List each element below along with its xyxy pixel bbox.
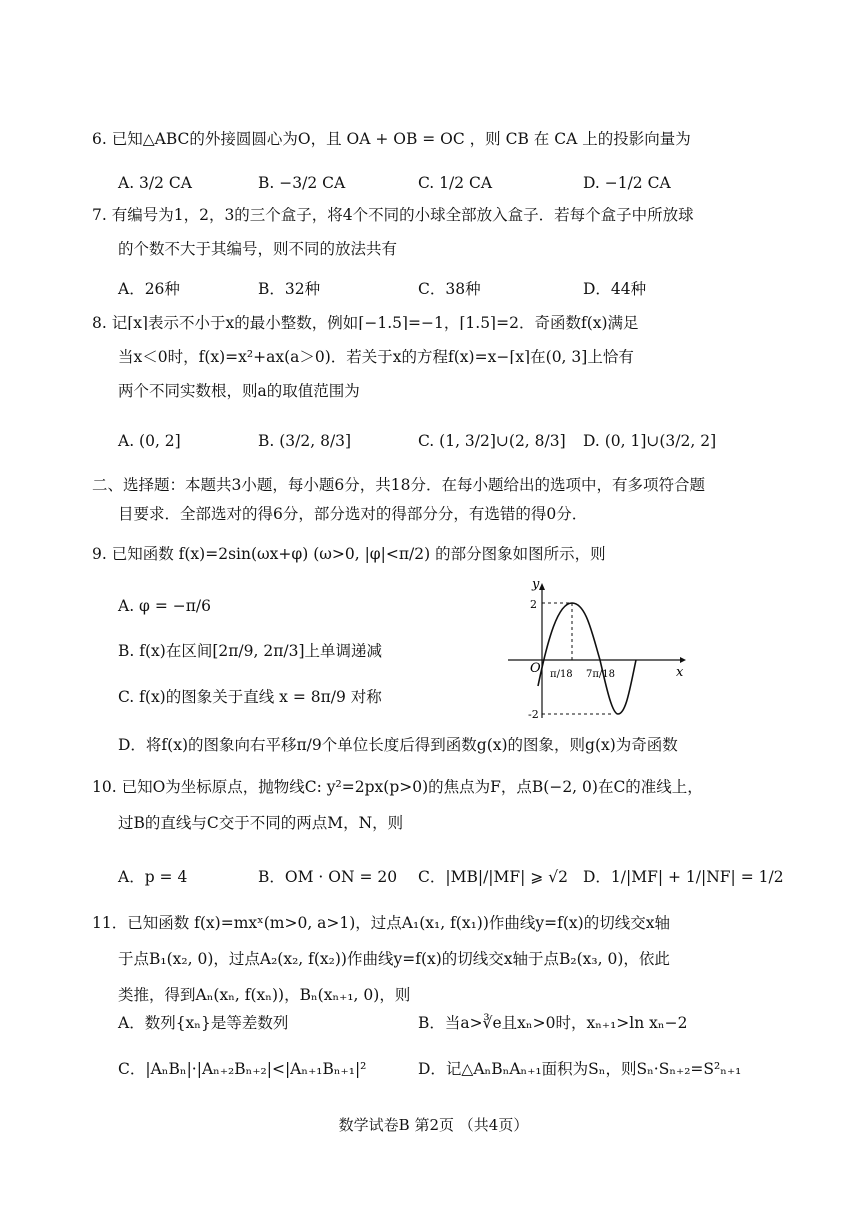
question-7-option-b: B．32种 <box>258 280 321 298</box>
x-axis-label: x <box>676 665 684 680</box>
y-axis-label: y <box>532 578 540 592</box>
question-8-option-c: C. (1, 3/2]∪(2, 8/3] <box>418 432 566 450</box>
question-8-option-b: B. (3/2, 8/3] <box>258 432 352 450</box>
question-9-stem: 9. 已知函数 f(x)=2sin(ωx+φ) (ω>0, |φ|<π/2) 的部分图象如图所示，则 <box>92 545 606 563</box>
ymax-label: 2 <box>530 598 537 611</box>
question-8-line1: 8. 记⌈x⌉表示不小于x的最小整数，例如⌈−1.5⌉=−1，⌈1.5⌉=2．奇函数f(x)满足 <box>92 314 639 332</box>
question-9-option-a: A. φ = −π/6 <box>118 597 211 615</box>
question-6-option-c: C. 1/2 CA <box>418 174 493 192</box>
question-10-line1: 10. 已知O为坐标原点，抛物线C: y²=2px(p>0)的焦点为F，点B(−2, 0)在C的准线上， <box>92 778 703 796</box>
x-axis-arrow <box>680 657 686 663</box>
question-7-stem-line1: 7. 有编号为1，2，3的三个盒子，将4个不同的小球全部放入盒子．若每个盒子中所放球 <box>92 206 694 224</box>
question-11-line1: 11．已知函数 f(x)=mxˣ(m>0, a>1)，过点A₁(x₁, f(x₁))作曲线y=f(x)的切线交x轴 <box>92 914 670 932</box>
sine-curve <box>538 603 636 714</box>
question-11-option-b: B．当a>∛e且xₙ>0时，xₙ₊₁>ln xₙ−2 <box>418 1014 688 1032</box>
question-6-option-d: D. −1/2 CA <box>583 174 671 192</box>
question-11-option-d: D．记△AₙBₙAₙ₊₁面积为Sₙ，则Sₙ·Sₙ₊₂=S²ₙ₊₁ <box>418 1060 742 1078</box>
question-11-line3: 类推，得到Aₙ(xₙ, f(xₙ))，Bₙ(xₙ₊₁, 0)，则 <box>118 986 411 1004</box>
question-6-stem: 6. 已知△ABC的外接圆圆心为O，且 OA + OB = OC ，则 CB 在 CA 上的投影向量为 <box>92 130 691 148</box>
tick-label-2: 7π/18 <box>586 669 616 680</box>
section-2-heading-line1: 二、选择题：本题共3小题，每小题6分，共18分．在每小题给出的选项中，有多项符合题 <box>92 476 705 494</box>
question-10-option-d: D．1/|MF| + 1/|NF| = 1/2 <box>583 868 784 886</box>
question-8-option-a: A. (0, 2] <box>118 432 181 450</box>
question-7-option-d: D．44种 <box>583 280 647 298</box>
question-11-option-c: C．|AₙBₙ|·|Aₙ₊₂Bₙ₊₂|<|Aₙ₊₁Bₙ₊₁|² <box>118 1060 367 1078</box>
question-9-option-b: B. f(x)在区间[2π/9, 2π/3]上单调递减 <box>118 642 383 660</box>
question-11-line2: 于点B₁(x₂, 0)，过点A₂(x₂, f(x₂))作曲线y=f(x)的切线交x轴于点B₂(x₃, 0)，依此 <box>118 950 670 968</box>
question-10-option-a: A．p = 4 <box>118 868 188 886</box>
question-10-option-c: C．|MB|/|MF| ⩾ √2 <box>418 868 568 886</box>
tick-label-1: π/18 <box>550 669 573 680</box>
question-6-option-a: A. 3/2 CA <box>118 174 192 192</box>
question-10-option-b: B．OM · ON = 20 <box>258 868 398 886</box>
question-9-option-c: C. f(x)的图象关于直线 x = 8π/9 对称 <box>118 688 382 706</box>
question-11-option-a: A．数列{xₙ}是等差数列 <box>118 1014 289 1032</box>
question-10-line2: 过B的直线与C交于不同的两点M，N，则 <box>118 814 404 832</box>
ymin-label: -2 <box>528 708 539 721</box>
question-7-option-c: C．38种 <box>418 280 481 298</box>
question-7-option-a: A．26种 <box>118 280 180 298</box>
sine-graph-figure <box>500 578 690 728</box>
question-8-line2: 当x＜0时，f(x)=x²+ax(a＞0)．若关于x的方程f(x)=x−⌈x⌉在(0, 3]上恰有 <box>118 348 634 366</box>
y-axis-arrow <box>539 583 545 590</box>
question-9-option-d: D．将f(x)的图象向右平移π/9个单位长度后得到函数g(x)的图象，则g(x)为奇函数 <box>118 736 678 754</box>
question-6-option-b: B. −3/2 CA <box>258 174 346 192</box>
question-8-line3: 两个不同实数根，则a的取值范围为 <box>118 382 360 400</box>
origin-label: O <box>530 661 541 676</box>
page-footer: 数学试卷B 第2页 （共4页） <box>338 1116 529 1134</box>
section-2-heading-line2: 目要求．全部选对的得6分，部分选对的得部分分，有选错的得0分． <box>118 505 588 523</box>
question-7-stem-line2: 的个数不大于其编号，则不同的放法共有 <box>118 240 398 258</box>
question-8-option-d: D. (0, 1]∪(3/2, 2] <box>583 432 717 450</box>
